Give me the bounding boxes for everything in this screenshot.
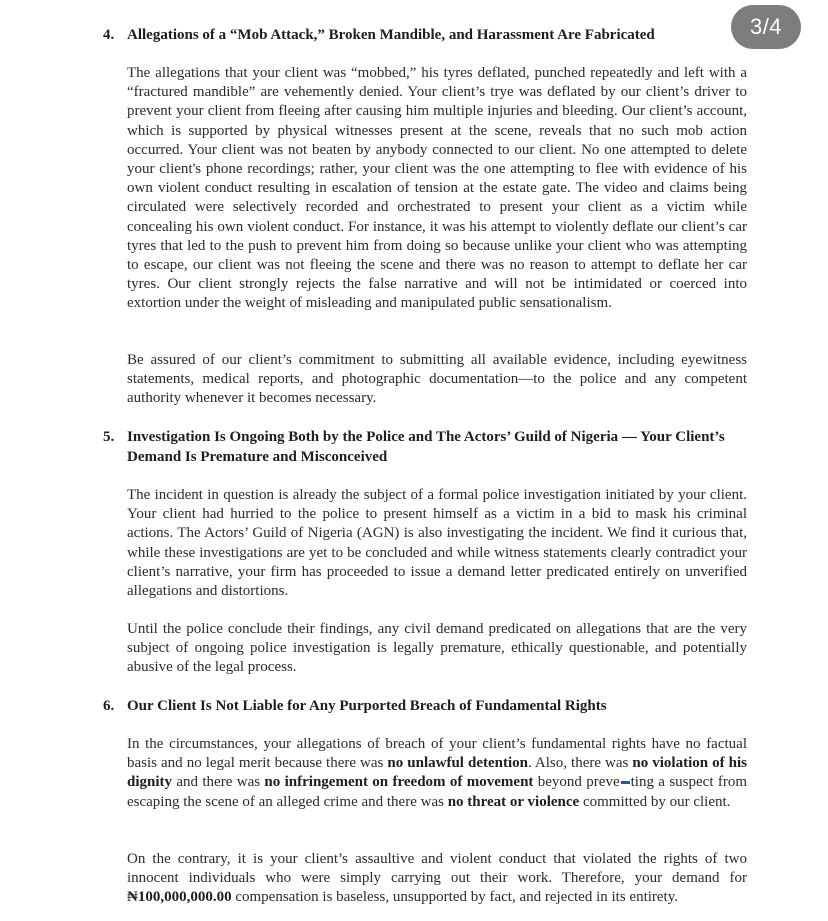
emphasis-no-violation-of-dignity: no violation of his dignity <box>127 755 747 791</box>
section-4-paragraph-1: The allegations that your client was “mobbed,” his tyres deflated, punched repeatedly and left with a “fractured mandible” are vehemently denied. Your client’s trye was deflated by our client’s driver to prevent your client from fleeing after causing him multiple injuries and bleeding. Our client’s account, which is supported by physical witnesses present at the scene, reveals that no such mob action occurred. Your client was not beaten by anybody connected to our client. No one attempted to delete your client's phone recordings; rather, your client was the one attempting to flee with evidence of his own violent conduct resulting in escalation of tension at the estate gate. The video and claims being circulated were selectively recorded and orchestrated to present your client as a victim while concealing his own violent conduct. For instance, it was his attempt to violently deflate our client’s car tyres that led to the push to prevent him from doing so because unlike your client who was attempting to escape, our client was not fleeing the scene and there was no reason to attempt to deflate her car tyres. Our client strongly rejects the false narrative and will not be intimidated or coerced into extortion under the weight of misleading and manipulated public sensationalism. <box>127 65 747 312</box>
section-4-paragraph-2: Be assured of our client’s commitment to submitting all available evidence, including eyewitness statements, medical reports, and photographic documentation—to the police and any competent authority whenever it becomes necessary. <box>127 352 747 407</box>
section-5-paragraph-1: The incident in question is already the subject of a formal police investigation initiated by your client. Your client had hurried to the police to present himself as a victim in a bid to mask his criminal actions. The Actors’ Guild of Nigeria (AGN) is also investigating the incident. We find it curious that, while these investigations are yet to be concluded and while witness statements clearly contradict your client’s narrative, your firm has proceeded to issue a demand letter predicated entirely on unverified allegations and distortions. <box>127 487 747 600</box>
text-run: . Also, there was <box>527 755 633 772</box>
text-run: committed by our client. <box>579 793 731 810</box>
text-run: On the contrary, it is your client’s assaultive and violent conduct that violated the rights of two innocent individuals who were simply carrying out their work. Therefore, your demand for <box>127 851 747 887</box>
section-5-paragraph-2: Until the police conclude their findings, any civil demand predicated on allegations that are the very subject of ongoing police investigation is legally premature, ethically questionable, and potentially abusive of the legal process. <box>127 621 747 676</box>
section-5-heading <box>103 427 753 467</box>
section-number: 5. <box>103 429 115 445</box>
text-run: In the circumstances, your allegations of breach of your client’s fundamental rights have no factual basis and no legal merit because there was <box>127 736 747 772</box>
pen-mark <box>621 781 630 784</box>
section-6-paragraph-1 <box>127 735 747 812</box>
section-number: 6. <box>103 698 115 714</box>
text-run: and there was <box>172 774 265 791</box>
section-number: 4. <box>103 27 115 43</box>
section-6-heading <box>103 696 753 716</box>
page-indicator-badge: 3/4 <box>731 5 801 49</box>
emphasis-no-unlawful-detention: no unlawful detention <box>387 755 528 772</box>
emphasis-compensation-amount: ₦100,000,000.00 <box>127 889 232 906</box>
text-run: ting a suspect from escaping the scene of an alleged crime and there was <box>127 774 747 810</box>
section-6-paragraph-2 <box>127 850 747 908</box>
section-title: Allegations of a “Mob Attack,” Broken Mandible, and Harassment Are Fabricated <box>127 27 655 43</box>
section-4-heading <box>103 25 753 45</box>
section-title: Investigation Is Ongoing Both by the Police and The Actors’ Guild of Nigeria — Your Client’s Demand Is Premature and Misconceived <box>127 429 725 465</box>
section-title: Our Client Is Not Liable for Any Purported Breach of Fundamental Rights <box>127 698 607 714</box>
text-run: beyond preve <box>533 774 620 791</box>
emphasis-no-threat-or-violence: no threat or violence <box>447 793 580 810</box>
text-run: compensation is baseless, unsupported by fact, and rejected in its entirety. <box>231 889 678 906</box>
emphasis-no-infringement-freedom: no infringement on freedom of movement <box>264 774 534 791</box>
